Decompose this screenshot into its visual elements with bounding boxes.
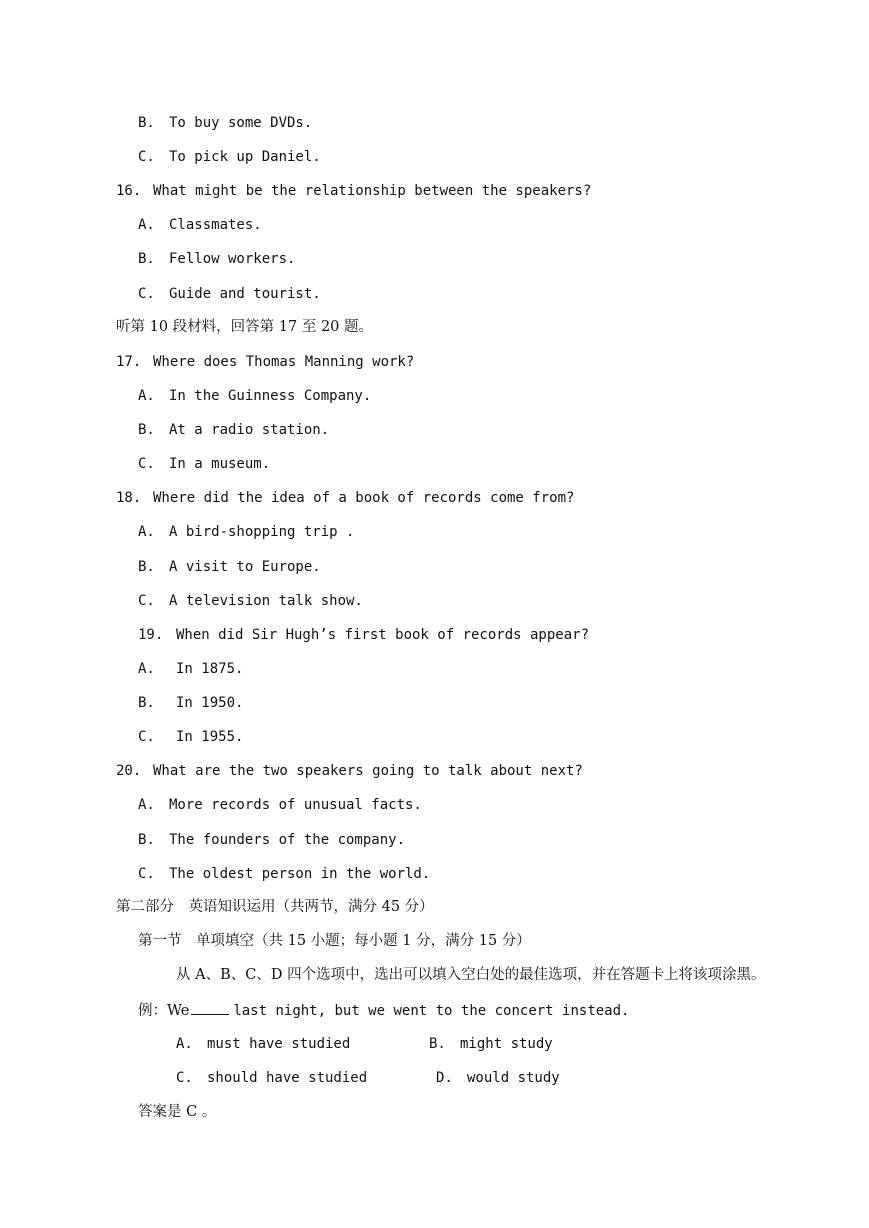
option-label: D. bbox=[436, 1070, 453, 1086]
option-text: The founders of the company. bbox=[169, 832, 406, 848]
option-text: To buy some DVDs. bbox=[169, 115, 313, 131]
option-text: More records of unusual facts. bbox=[169, 797, 422, 813]
q20-option-b bbox=[138, 831, 405, 849]
option-label: A. bbox=[138, 217, 155, 233]
option-label: C. bbox=[138, 593, 155, 609]
q20-question bbox=[116, 762, 583, 780]
option-label: B. bbox=[429, 1036, 446, 1052]
question-text: What might be the relationship between the speakers? bbox=[153, 183, 592, 199]
example-option-b bbox=[429, 1035, 553, 1053]
q15-option-b bbox=[138, 114, 312, 132]
option-text: In 1875. bbox=[176, 661, 244, 677]
option-text: To pick up Daniel. bbox=[169, 149, 321, 165]
option-label: B. bbox=[138, 115, 155, 131]
q17-option-c bbox=[138, 455, 270, 473]
option-text: In a museum. bbox=[169, 456, 271, 472]
q17-question bbox=[116, 353, 414, 371]
option-label: A. bbox=[176, 1036, 193, 1052]
example-option-a bbox=[176, 1035, 350, 1053]
example-prefix: 例：We bbox=[138, 1003, 190, 1019]
question-text: What are the two speakers going to talk about next? bbox=[153, 763, 583, 779]
option-label: C. bbox=[138, 149, 155, 165]
q20-option-a bbox=[138, 796, 422, 814]
option-text: A bird-shopping trip . bbox=[169, 524, 355, 540]
q18-question bbox=[116, 489, 574, 507]
option-label: A. bbox=[138, 524, 155, 540]
option-text: At a radio station. bbox=[169, 422, 330, 438]
option-label: B. bbox=[138, 422, 155, 438]
question-text: Where does Thomas Manning work? bbox=[153, 354, 415, 370]
option-text: should have studied bbox=[207, 1070, 368, 1086]
option-text: In 1955. bbox=[176, 729, 244, 745]
q20-option-c bbox=[138, 865, 430, 883]
question-number: 17. bbox=[116, 354, 142, 370]
q16-question bbox=[116, 182, 591, 200]
option-text: would study bbox=[467, 1070, 560, 1086]
q19-option-a bbox=[138, 660, 243, 678]
section-10-instruction: 听第 10 段材料，回答第 17 至 20 题。 bbox=[116, 319, 374, 335]
example-suffix: last night, but we went to the concert instead. bbox=[233, 1003, 630, 1019]
option-label: C. bbox=[138, 866, 155, 882]
example-sentence bbox=[138, 1001, 629, 1019]
q15-option-c bbox=[138, 148, 321, 166]
option-label: B. bbox=[138, 695, 155, 711]
option-text: A television talk show. bbox=[169, 593, 363, 609]
option-label: B. bbox=[138, 832, 155, 848]
question-text: When did Sir Hugh’s first book of records appear? bbox=[176, 627, 590, 643]
option-label: B. bbox=[138, 251, 155, 267]
q19-question bbox=[138, 626, 589, 644]
q18-option-a bbox=[138, 523, 354, 541]
q17-option-a bbox=[138, 387, 371, 405]
example-option-c bbox=[176, 1069, 367, 1087]
option-label: A. bbox=[138, 661, 155, 677]
question-number: 16. bbox=[116, 183, 142, 199]
option-text: The oldest person in the world. bbox=[169, 866, 431, 882]
question-text: Where did the idea of a book of records come from? bbox=[153, 490, 575, 506]
example-option-d bbox=[436, 1069, 560, 1087]
option-label: B. bbox=[138, 559, 155, 575]
part-2-heading: 第二部分 英语知识运用（共两节，满分 45 分） bbox=[116, 899, 434, 915]
option-text: In 1950. bbox=[176, 695, 244, 711]
example-answer: 答案是 C 。 bbox=[138, 1104, 217, 1120]
answer-blank bbox=[191, 1001, 229, 1015]
q19-option-c bbox=[138, 728, 243, 746]
question-number: 19. bbox=[138, 627, 164, 643]
option-text: might study bbox=[460, 1036, 553, 1052]
option-text: Fellow workers. bbox=[169, 251, 296, 267]
q19-option-b bbox=[138, 694, 243, 712]
option-text: must have studied bbox=[207, 1036, 351, 1052]
option-label: A. bbox=[138, 388, 155, 404]
option-label: A. bbox=[138, 797, 155, 813]
section-1-heading: 第一节 单项填空（共 15 小题；每小题 1 分，满分 15 分） bbox=[138, 933, 531, 949]
question-number: 20. bbox=[116, 763, 142, 779]
question-number: 18. bbox=[116, 490, 142, 506]
option-label: C. bbox=[138, 456, 155, 472]
option-text: Classmates. bbox=[169, 217, 262, 233]
option-label: C. bbox=[138, 286, 155, 302]
option-label: C. bbox=[176, 1070, 193, 1086]
q17-option-b bbox=[138, 421, 329, 439]
option-text: Guide and tourist. bbox=[169, 286, 321, 302]
q16-option-a bbox=[138, 216, 262, 234]
q16-option-b bbox=[138, 250, 295, 268]
q16-option-c bbox=[138, 285, 321, 303]
q18-option-b bbox=[138, 558, 321, 576]
part-2-instruction: 从 A、B、C、D 四个选项中，选出可以填入空白处的最佳选项，并在答题卡上将该项涂黑。 bbox=[176, 967, 766, 983]
option-text: In the Guinness Company. bbox=[169, 388, 372, 404]
option-label: C. bbox=[138, 729, 155, 745]
q18-option-c bbox=[138, 592, 363, 610]
option-text: A visit to Europe. bbox=[169, 559, 321, 575]
